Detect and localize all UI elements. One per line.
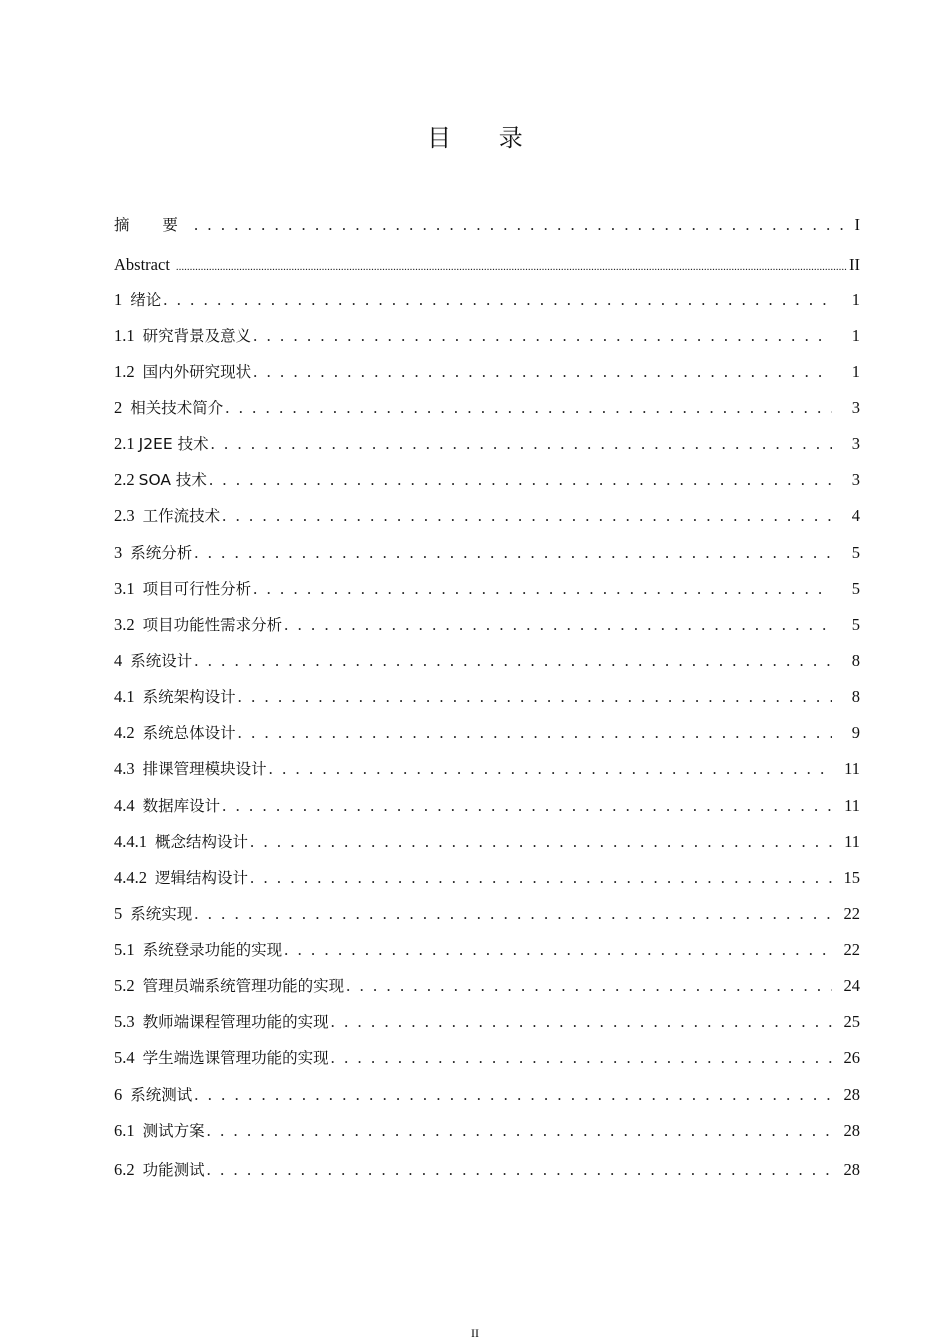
toc-leader-dots xyxy=(194,1083,832,1107)
toc-entry-abstract-cn[interactable] xyxy=(114,213,860,237)
toc-entry-page: 22 xyxy=(843,940,860,959)
toc-leader-dots xyxy=(194,649,832,673)
toc-entry-number: 4 xyxy=(114,651,123,670)
toc-entry-page: 1 xyxy=(851,290,860,309)
toc-leader-dots xyxy=(163,288,832,312)
toc-entry[interactable] xyxy=(114,396,860,420)
toc-entry-text: 数据库设计 xyxy=(142,797,221,815)
toc-entry[interactable] xyxy=(114,613,860,637)
toc-entry-number: 1 xyxy=(114,290,123,309)
toc-entry-number: 4.4.1 xyxy=(114,832,147,851)
toc-entry-text: 工作流技术 xyxy=(142,507,221,525)
toc-entry[interactable] xyxy=(114,324,860,348)
toc-entry-text: 系统测试 xyxy=(130,1086,193,1104)
toc-entry-text: 系统分析 xyxy=(130,544,193,562)
toc-leader-dots xyxy=(194,902,832,926)
toc-entry-page: 24 xyxy=(843,976,860,995)
toc-entry[interactable] xyxy=(114,504,860,528)
toc-entry[interactable] xyxy=(114,974,860,998)
toc-entry-text: 项目功能性需求分析 xyxy=(142,616,283,634)
toc-entry-page: 3 xyxy=(851,434,860,453)
toc-entry-text: Abstract xyxy=(114,255,170,274)
toc-entry[interactable] xyxy=(114,721,860,745)
toc-entry-page: 22 xyxy=(843,904,860,923)
toc-entry-text: 相关技术简介 xyxy=(130,399,224,417)
toc-leader-dots xyxy=(253,324,832,348)
toc-leader-dots xyxy=(250,830,832,854)
toc-entry-text: SOA 技术 xyxy=(138,471,207,489)
toc-entry-number: 5 xyxy=(114,904,123,923)
toc-entry-text: 测试方案 xyxy=(142,1122,205,1140)
toc-entry-page: 1 xyxy=(851,326,860,345)
toc-entry[interactable] xyxy=(114,432,860,456)
toc-entry-text: 绪论 xyxy=(130,291,162,309)
toc-entry-text: 系统架构设计 xyxy=(142,688,236,706)
toc-entry-text: 国内外研究现状 xyxy=(142,363,252,381)
table-of-contents xyxy=(114,0,860,1344)
toc-entry-page: I xyxy=(854,215,860,234)
toc-leader-dots xyxy=(253,360,832,384)
toc-entry[interactable] xyxy=(114,866,860,890)
toc-leader-dots xyxy=(209,468,832,492)
toc-entry-page: 8 xyxy=(851,687,860,706)
toc-entry-page: 5 xyxy=(851,579,860,598)
toc-entry-page: 4 xyxy=(851,506,860,525)
toc-entry-text: 概念结构设计 xyxy=(155,833,249,851)
toc-leader-dots xyxy=(222,504,832,528)
toc-leader-dots xyxy=(284,938,832,962)
toc-entry[interactable] xyxy=(114,1046,860,1070)
toc-entry-page: 3 xyxy=(851,398,860,417)
toc-entry[interactable] xyxy=(114,541,860,565)
toc-entry-text: 摘 要 xyxy=(114,216,192,234)
toc-entry-page: 25 xyxy=(843,1012,860,1031)
toc-entry[interactable] xyxy=(114,649,860,673)
toc-entry-page: 11 xyxy=(844,796,860,815)
toc-entry-page: 15 xyxy=(843,868,860,887)
toc-entry-text: 系统设计 xyxy=(130,652,193,670)
toc-entry-number: 4.4 xyxy=(114,796,135,815)
toc-entry-number: 2.3 xyxy=(114,506,135,525)
toc-leader-dots xyxy=(207,1119,832,1143)
toc-entry-number: 3 xyxy=(114,543,123,562)
toc-leader-dots xyxy=(238,721,832,745)
toc-entry[interactable] xyxy=(114,757,860,781)
toc-entry-number: 6.1 xyxy=(114,1121,135,1140)
toc-entry[interactable] xyxy=(114,1083,860,1107)
toc-entry-page: 28 xyxy=(843,1085,860,1104)
toc-entry[interactable] xyxy=(114,685,860,709)
toc-entry-number: 2.2 xyxy=(114,470,135,489)
toc-entry-page: II xyxy=(849,255,860,274)
toc-entry-number: 5.2 xyxy=(114,976,135,995)
toc-entry-number: 4.4.2 xyxy=(114,868,147,887)
toc-leader-dots xyxy=(194,541,832,565)
toc-entry[interactable] xyxy=(114,1158,860,1182)
toc-leader-dots xyxy=(331,1046,832,1070)
toc-entry-text: 排课管理模块设计 xyxy=(142,760,267,778)
toc-entry-abstract-en[interactable] xyxy=(114,253,860,277)
toc-entry-page: 11 xyxy=(844,759,860,778)
toc-entry-number: 1.2 xyxy=(114,362,135,381)
toc-entry-text: 教师端课程管理功能的实现 xyxy=(142,1013,329,1031)
toc-leader-dots xyxy=(238,685,832,709)
toc-entry-page: 28 xyxy=(843,1121,860,1140)
toc-leader-dots xyxy=(207,1158,832,1182)
toc-entry-number: 6.2 xyxy=(114,1160,135,1179)
toc-leader-dots xyxy=(250,866,832,890)
toc-leader-dots xyxy=(346,974,832,998)
toc-entry-number: 4.2 xyxy=(114,723,135,742)
toc-entry[interactable] xyxy=(114,577,860,601)
toc-leader-dots xyxy=(222,794,832,818)
toc-entry[interactable] xyxy=(114,360,860,384)
toc-entry-page: 26 xyxy=(843,1048,860,1067)
toc-leader-dots xyxy=(211,432,832,456)
toc-entry-number: 2 xyxy=(114,398,123,417)
toc-entry-number: 6 xyxy=(114,1085,123,1104)
toc-leader-dots xyxy=(253,577,832,601)
toc-leader-dots xyxy=(194,213,853,237)
page-title: 目 录 xyxy=(427,124,543,152)
toc-entry-text: 学生端选课管理功能的实现 xyxy=(142,1049,329,1067)
toc-entry-page: 3 xyxy=(851,470,860,489)
toc-leader-dots xyxy=(269,757,832,781)
toc-entry-number: 5.3 xyxy=(114,1012,135,1031)
toc-leader-dots xyxy=(176,253,847,279)
toc-entry-number: 4.1 xyxy=(114,687,135,706)
toc-entry-text: J2EE 技术 xyxy=(138,435,209,453)
toc-entry-page: 9 xyxy=(851,723,860,742)
toc-entry[interactable] xyxy=(114,1010,860,1034)
toc-entry-number: 5.1 xyxy=(114,940,135,959)
toc-entry[interactable] xyxy=(114,938,860,962)
toc-entry-number: 1.1 xyxy=(114,326,135,345)
toc-entry-number: 2.1 xyxy=(114,434,135,453)
toc-leader-dots xyxy=(225,396,832,420)
toc-entry-number: 3.1 xyxy=(114,579,135,598)
toc-entry-number: 5.4 xyxy=(114,1048,135,1067)
toc-entry-page: 28 xyxy=(843,1160,860,1179)
toc-entry-page: 5 xyxy=(851,543,860,562)
page-number-footer: II xyxy=(471,1326,479,1340)
toc-entry[interactable] xyxy=(114,1119,860,1143)
toc-entry-text: 功能测试 xyxy=(142,1161,205,1179)
toc-entry-number: 4.3 xyxy=(114,759,135,778)
toc-entry-text: 系统总体设计 xyxy=(142,724,236,742)
toc-entry-page: 5 xyxy=(851,615,860,634)
toc-entry-text: 管理员端系统管理功能的实现 xyxy=(142,977,345,995)
toc-entry-text: 系统登录功能的实现 xyxy=(142,941,283,959)
toc-entry[interactable] xyxy=(114,794,860,818)
toc-leader-dots xyxy=(331,1010,832,1034)
toc-entry-page: 1 xyxy=(851,362,860,381)
toc-entry-page: 11 xyxy=(844,832,860,851)
toc-entry[interactable] xyxy=(114,830,860,854)
toc-entry-number: 3.2 xyxy=(114,615,135,634)
toc-entry-text: 研究背景及意义 xyxy=(142,327,252,345)
toc-leader-dots xyxy=(284,613,832,637)
toc-entry[interactable] xyxy=(114,288,860,312)
toc-entry-text: 项目可行性分析 xyxy=(142,580,252,598)
toc-entry[interactable] xyxy=(114,902,860,926)
toc-entry-page: 8 xyxy=(851,651,860,670)
toc-entry-text: 逻辑结构设计 xyxy=(155,869,249,887)
toc-entry-text: 系统实现 xyxy=(130,905,193,923)
toc-entry[interactable] xyxy=(114,468,860,492)
